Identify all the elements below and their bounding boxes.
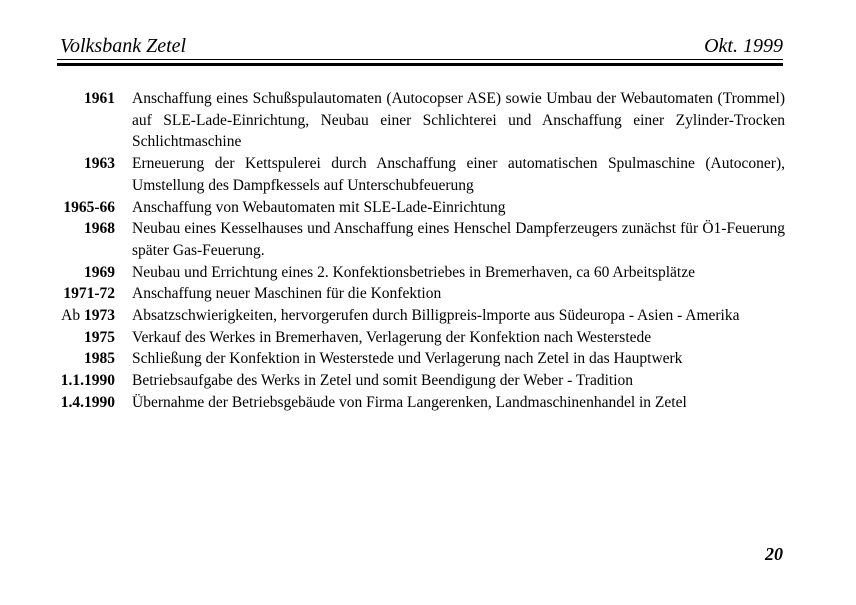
timeline-year xyxy=(57,370,115,392)
timeline-list xyxy=(57,88,785,414)
timeline-year-value: 1.1.1990 xyxy=(60,372,115,390)
timeline-entry xyxy=(57,153,785,196)
timeline-year-value: 1968 xyxy=(84,220,115,238)
timeline-text: Anschaffung neuer Maschinen für die Konfektion xyxy=(132,285,442,303)
timeline-entry xyxy=(57,327,785,349)
timeline-text: Erneuerung der Kettspulerei durch Anschaffung einer automatischen Spulmaschine (Autoconer), Umstellung des Dampfkessels auf Unterschubfeuerung xyxy=(132,155,785,194)
timeline-entry xyxy=(57,88,785,153)
timeline-text: Neubau und Errichtung eines 2. Konfektionsbetriebes in Bremerhaven, ca 60 Arbeitsplätze xyxy=(132,263,695,281)
timeline-year xyxy=(57,283,115,305)
timeline-text: Absatzschwierigkeiten, hervorgerufen durch Billigpreis-lmporte aus Südeuropa - Asien - Amerika xyxy=(132,307,740,325)
timeline-year-prefix: Ab xyxy=(61,307,84,325)
timeline-text: Schließung der Konfektion in Westerstede und Verlagerung nach Zetel in das Hauptwerk xyxy=(132,350,683,368)
timeline-year xyxy=(57,262,115,284)
timeline-entry xyxy=(57,370,785,392)
timeline-entry xyxy=(57,197,785,219)
timeline-year-value: 1975 xyxy=(84,328,115,346)
timeline-text: Betriebsaufgabe des Werks in Zetel und somit Beendigung der Weber - Tradition xyxy=(132,372,634,390)
timeline-year-value: 1969 xyxy=(84,263,115,281)
header-title: Volksbank Zetel xyxy=(60,35,187,57)
timeline-year-value: 1973 xyxy=(84,307,115,325)
timeline-text: Anschaffung eines Schußspulautomaten (Autocopser ASE) sowie Umbau der Webautomaten (Trommel) auf SLE-Lade-Einrichtung, Neubau einer Schlichterei und Anschaffung einer Zylinder-Trocken Schlichtmaschine xyxy=(132,90,785,151)
page-header xyxy=(57,34,783,58)
timeline-year-value: 1.4.1990 xyxy=(60,393,115,411)
header-date: Okt. 1999 xyxy=(704,35,783,57)
timeline-year xyxy=(57,197,115,219)
timeline-text: Verkauf des Werkes in Bremerhaven, Verlagerung der Konfektion nach Westerstede xyxy=(132,328,652,346)
timeline-year xyxy=(57,153,115,196)
timeline-year-value: 1985 xyxy=(84,350,115,368)
timeline-entry xyxy=(57,262,785,284)
timeline-year-value: 1965-66 xyxy=(63,198,115,216)
timeline-year-value: 1961 xyxy=(84,90,115,107)
timeline-year xyxy=(57,327,115,349)
timeline-year-value: 1971-72 xyxy=(63,285,115,303)
page-number: 20 xyxy=(765,544,783,564)
header-rule-thick xyxy=(57,63,783,66)
timeline-year-value: 1963 xyxy=(84,155,115,173)
timeline-entry xyxy=(57,392,785,414)
timeline-entry xyxy=(57,218,785,261)
timeline-entry xyxy=(57,348,785,370)
timeline-entry xyxy=(57,283,785,305)
timeline-year xyxy=(57,305,115,327)
timeline-text: Übernahme der Betriebsgebäude von Firma Langerenken, Landmaschinenhandel in Zetel xyxy=(132,393,687,411)
page-footer xyxy=(57,544,783,565)
timeline-year xyxy=(57,218,115,261)
timeline-year xyxy=(57,348,115,370)
timeline-year xyxy=(57,88,115,153)
timeline-entry xyxy=(57,305,785,327)
timeline-year xyxy=(57,392,115,414)
timeline-text: Anschaffung von Webautomaten mit SLE-Lade-Einrichtung xyxy=(132,198,506,216)
header-rule-thin xyxy=(57,59,783,60)
timeline-text: Neubau eines Kesselhauses und Anschaffung eines Henschel Dampferzeugers zunächst für Ö1-Feuerung später Gas-Feuerung. xyxy=(132,220,785,259)
